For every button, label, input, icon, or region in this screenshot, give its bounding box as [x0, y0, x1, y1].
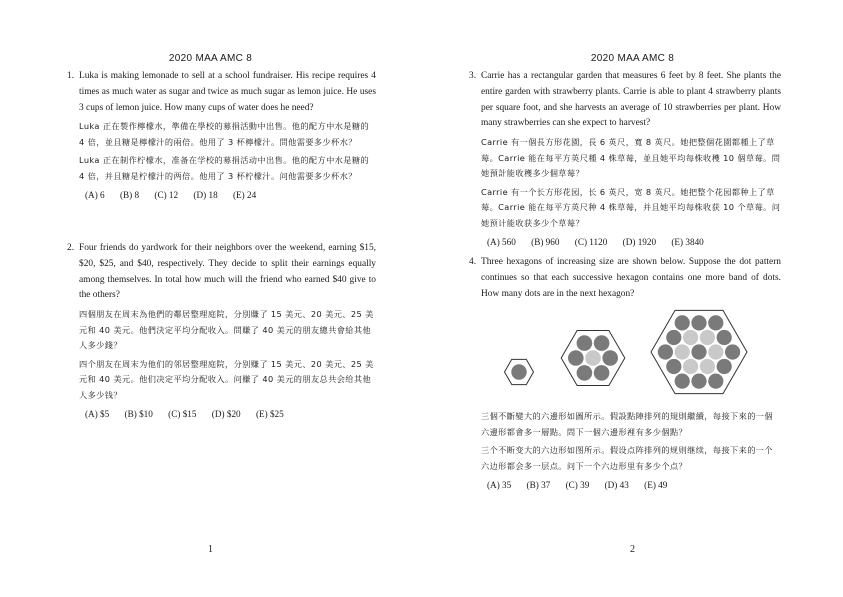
problem-4	[469, 255, 781, 494]
problem-text: Four friends do yardwork for their neighbors over the weekend, earning $15, $20, $25, and $40, respectively. They decide to split their earnings equally among themselves. In total how much will the friend who earned $40 give to the others?	[79, 243, 376, 301]
hexagon-dot	[658, 345, 673, 360]
choice-e: (E) 24	[232, 190, 257, 201]
problem-text: Luka is making lemonade to sell at a school fundraiser. His recipe requires 4 times as much water as sugar and twice as much sugar as lemon juice. He uses 3 cups of lemon juice. How many cups of water does he need?	[79, 71, 376, 113]
choice-d: (D) 18	[193, 190, 218, 201]
hexagon-3	[651, 311, 747, 394]
hexagon-dot	[675, 345, 690, 360]
choice-e: (E) 3840	[671, 237, 704, 248]
answer-choices	[85, 188, 376, 204]
problem-text-traditional-chinese: Carrie 有一個長方形花園，長 6 英尺，寬 8 英尺。她把整個花園都種上了草莓。Carrie 能在每平方英尺種 4 株草莓，並且她平均每株收穫 10 個草莓。問她預計能收穫多少個草莓？	[481, 137, 781, 179]
hexagon-dot	[708, 374, 723, 389]
page-number: 2	[630, 544, 635, 555]
problem-1	[67, 69, 376, 204]
hexagon-dot	[675, 316, 690, 331]
problem-text-simplified-chinese: 四个朋友在周末为他们的邻居整理庭院，分别赚了 15 美元、20 美元、25 美元和 40 美元。他们决定平均分配收入。问赚了 40 美元的朋友总共会给其他人多少钱？	[79, 358, 374, 400]
choice-b: (B) 37	[526, 480, 551, 491]
hexagon-dot	[683, 359, 698, 374]
choice-d: (D) 43	[604, 480, 629, 491]
hexagon-dot	[683, 330, 698, 345]
hexagon-dot	[708, 316, 723, 331]
problem-text: Three hexagons of increasing size are shown below. Suppose the dot pattern continues so that each successive hexagon contains one more band of dots. How many dots are in the next hexagon?	[481, 257, 781, 299]
problem-3	[469, 69, 781, 251]
hexagon-dot	[577, 365, 593, 381]
hexagon-dot	[717, 359, 732, 374]
choice-b: (B) $10	[124, 409, 153, 420]
answer-choices	[487, 478, 781, 494]
hexagon-dot	[666, 330, 681, 345]
hexagon-dot	[568, 351, 584, 367]
page-2	[422, 0, 843, 597]
hexagon-dot	[577, 336, 593, 352]
problem-text-simplified-chinese: 三个不断变大的六边形如图所示。假设点阵排列的规则继续，每接下来的一个六边形都会多一层点。问下一个六边形里有多少个点？	[481, 445, 773, 471]
choice-b: (B) 960	[531, 237, 560, 248]
hexagon-dot	[675, 374, 690, 389]
hexagon-dot	[691, 316, 706, 331]
hexagon-dot	[725, 345, 740, 360]
choice-c: (C) $15	[168, 409, 197, 420]
hexagon-dot	[594, 365, 610, 381]
choice-d: (D) $20	[211, 409, 241, 420]
answer-choices	[85, 407, 376, 423]
choice-c: (C) 12	[154, 190, 179, 201]
problem-text-simplified-chinese: Carrie 有一个长方形花园，长 6 英尺，宽 8 英尺。她把整个花园都种上了草莓。Carrie 能在每平方英尺种 4 株草莓，并且她平均每株收获 10 个草莓。问她预计能收获多少个草莓？	[481, 186, 781, 228]
hexagon-dot	[594, 336, 610, 352]
problem-text-traditional-chinese: 三個不斷變大的六邊形如圖所示。假設點陣排列的規則繼續，每接下來的一個六邊形都會多一層點。問下一個六邊形裡有多少個點？	[481, 411, 773, 437]
hexagon-figure	[481, 308, 781, 403]
choice-d: (D) 1920	[622, 237, 657, 248]
choice-e: (E) $25	[255, 409, 284, 420]
choice-c: (C) 39	[565, 480, 590, 491]
hexagon-dot	[602, 351, 618, 367]
hexagon-dot	[666, 359, 681, 374]
page-1	[0, 0, 421, 597]
hexagon-dot	[511, 365, 526, 380]
problem-text-traditional-chinese: 四個朋友在周末為他們的鄰居整理庭院，分別賺了 15 美元、20 美元、25 美元和 40 美元。他們決定平均分配收入。問賺了 40 美元的朋友總共會給其他人多少錢？	[79, 309, 374, 351]
hexagon-dot	[691, 345, 706, 360]
hexagon-dot-patterns	[481, 308, 781, 396]
page-header: 2020 MAA AMC 8	[590, 53, 675, 64]
hexagon-1	[505, 360, 534, 385]
problem-text: Carrie has a rectangular garden that measures 6 feet by 8 feet. She plants the entire garden with strawberry plants. Carrie is able to plant 4 strawberry plants per square foot, and she harvests an average of 10 strawberries per plant. How many strawberries can she expect to harvest?	[481, 71, 781, 129]
choice-c: (C) 1120	[574, 237, 608, 248]
problem-text-simplified-chinese: Luka 正在制作柠檬水，准备在学校的募捐活动中出售。他的配方中水是糖的 4 倍，并且糖是柠檬汁的两倍。他用了 3 杯柠檬汁。问他需要多少杯水？	[79, 155, 370, 181]
hexagon-dot	[700, 359, 715, 374]
problem-number: 2.	[67, 243, 75, 253]
hexagon-dot	[691, 374, 706, 389]
hexagon-dot	[708, 345, 723, 360]
choice-a: (A) 35	[487, 480, 512, 491]
page-header: 2020 MAA AMC 8	[168, 53, 253, 64]
choice-e: (E) 49	[644, 480, 668, 491]
choice-a: (A) 560	[487, 237, 516, 248]
problem-text-traditional-chinese: Luka 正在製作檸檬水，準備在學校的募捐活動中出售。他的配方中水是糖的 4 倍，並且糖是檸檬汁的兩倍。他用了 3 杯檸檬汁。問他需要多少杯水？	[79, 121, 370, 147]
answer-choices	[487, 235, 781, 251]
problem-number: 3.	[469, 71, 477, 81]
hexagon-dot	[717, 330, 732, 345]
choice-b: (B) 8	[119, 190, 140, 201]
problem-2	[67, 241, 376, 423]
problem-number: 4.	[469, 257, 477, 267]
choice-a: (A) 6	[85, 190, 105, 201]
hexagon-2	[561, 331, 625, 386]
problem-number: 1.	[67, 71, 75, 81]
page-number: 1	[208, 544, 213, 555]
hexagon-dot	[585, 351, 601, 367]
hexagon-dot	[700, 330, 715, 345]
choice-a: (A) $5	[85, 409, 110, 420]
